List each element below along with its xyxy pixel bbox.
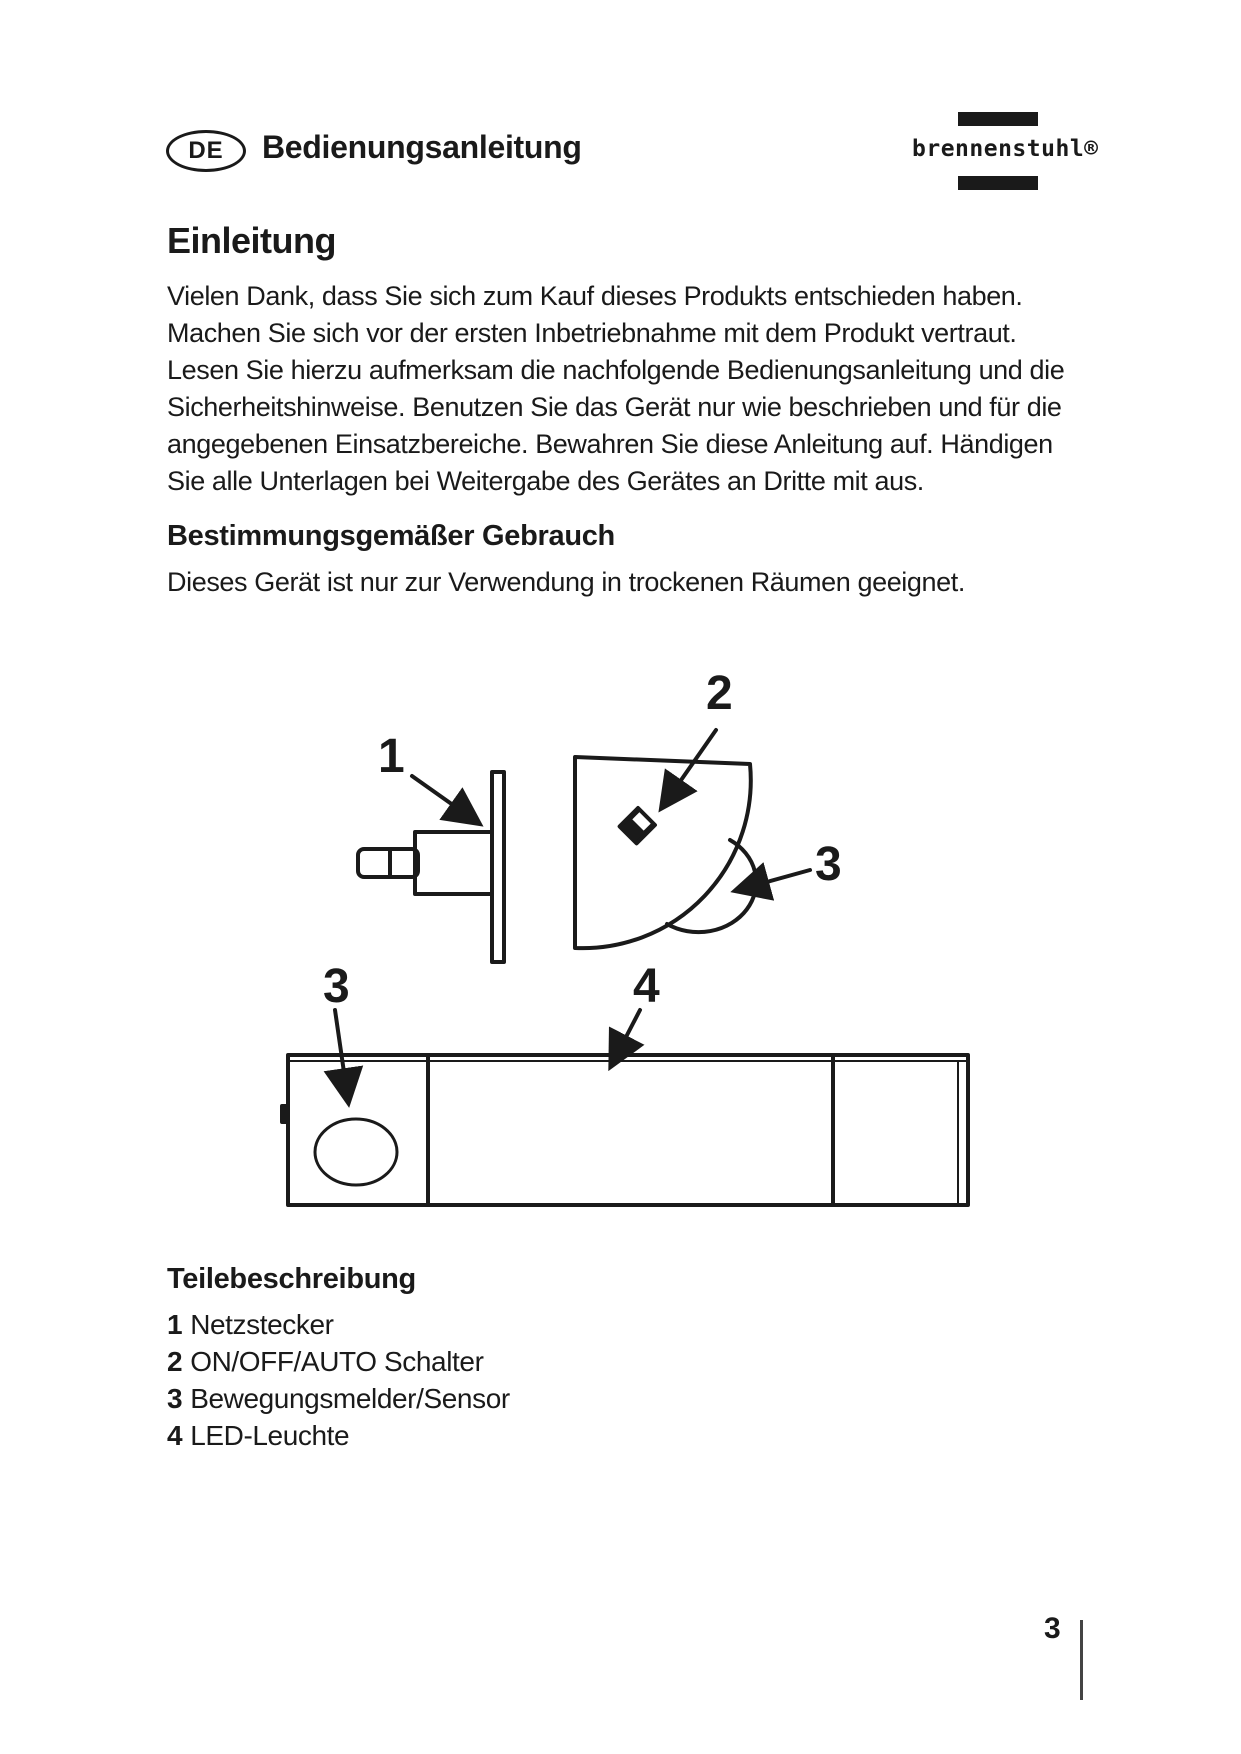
list-item <box>167 1306 510 1343</box>
part-label: Netzstecker <box>190 1309 334 1340</box>
callout-3-top: 3 <box>815 838 842 891</box>
arrow-plug <box>412 776 477 822</box>
callout-4: 4 <box>633 960 660 1013</box>
led-bar-drawing <box>282 1055 968 1205</box>
plug-drawing <box>358 772 504 962</box>
logo-bar-top <box>958 112 1038 126</box>
callout-2: 2 <box>706 667 733 720</box>
parts-heading: Teilebeschreibung <box>167 1263 416 1295</box>
list-item <box>167 1380 510 1417</box>
part-number: 2 <box>167 1346 183 1377</box>
intro-line: Machen Sie sich vor der ersten Inbetriebnahme mit dem Produkt vertraut. <box>167 318 1017 348</box>
page-rule-divider <box>1080 1620 1083 1700</box>
intro-line: Sie alle Unterlagen bei Weitergabe des Gerätes an Dritte mit aus. <box>167 466 924 496</box>
brand-logo <box>912 112 1099 192</box>
part-label: LED-Leuchte <box>190 1420 350 1451</box>
part-number: 4 <box>167 1420 183 1451</box>
list-item <box>167 1343 510 1380</box>
page-number: 3 <box>1044 1612 1061 1645</box>
part-label: ON/OFF/AUTO Schalter <box>190 1346 484 1377</box>
intro-heading: Einleitung <box>167 220 336 261</box>
arrow-sensor-top <box>738 870 810 890</box>
intro-line: Lesen Sie hierzu aufmerksam die nachfolgende Bedienungsanleitung und die <box>167 355 1065 385</box>
brand-name: brennenstuhl® <box>912 136 1099 162</box>
intro-text <box>167 278 1107 500</box>
product-diagram <box>270 660 990 1220</box>
logo-bar-bottom <box>958 176 1038 190</box>
housing-drawing <box>575 757 751 948</box>
parts-list <box>167 1306 510 1454</box>
part-label: Bewegungsmelder/Sensor <box>190 1383 510 1414</box>
switch-drawing <box>620 808 655 843</box>
intended-use-heading: Bestimmungsgemäßer Gebrauch <box>167 520 615 552</box>
list-item <box>167 1417 510 1454</box>
intro-line: Sicherheitshinweise. Benutzen Sie das Gerät nur wie beschrieben und für die <box>167 392 1062 422</box>
intended-use-text: Dieses Gerät ist nur zur Verwendung in trockenen Räumen geeignet. <box>167 567 965 597</box>
callout-3-front: 3 <box>323 960 350 1013</box>
arrow-switch <box>663 730 716 806</box>
callout-1: 1 <box>378 730 405 783</box>
language-badge: DE <box>166 130 246 172</box>
intro-line: angegebenen Einsatzbereiche. Bewahren Sie diese Anleitung auf. Händigen <box>167 429 1053 459</box>
part-number: 3 <box>167 1383 183 1414</box>
intro-line: Vielen Dank, dass Sie sich zum Kauf dieses Produkts entschieden haben. <box>167 281 1023 311</box>
part-number: 1 <box>167 1309 183 1340</box>
document-title: Bedienungsanleitung <box>262 129 582 165</box>
